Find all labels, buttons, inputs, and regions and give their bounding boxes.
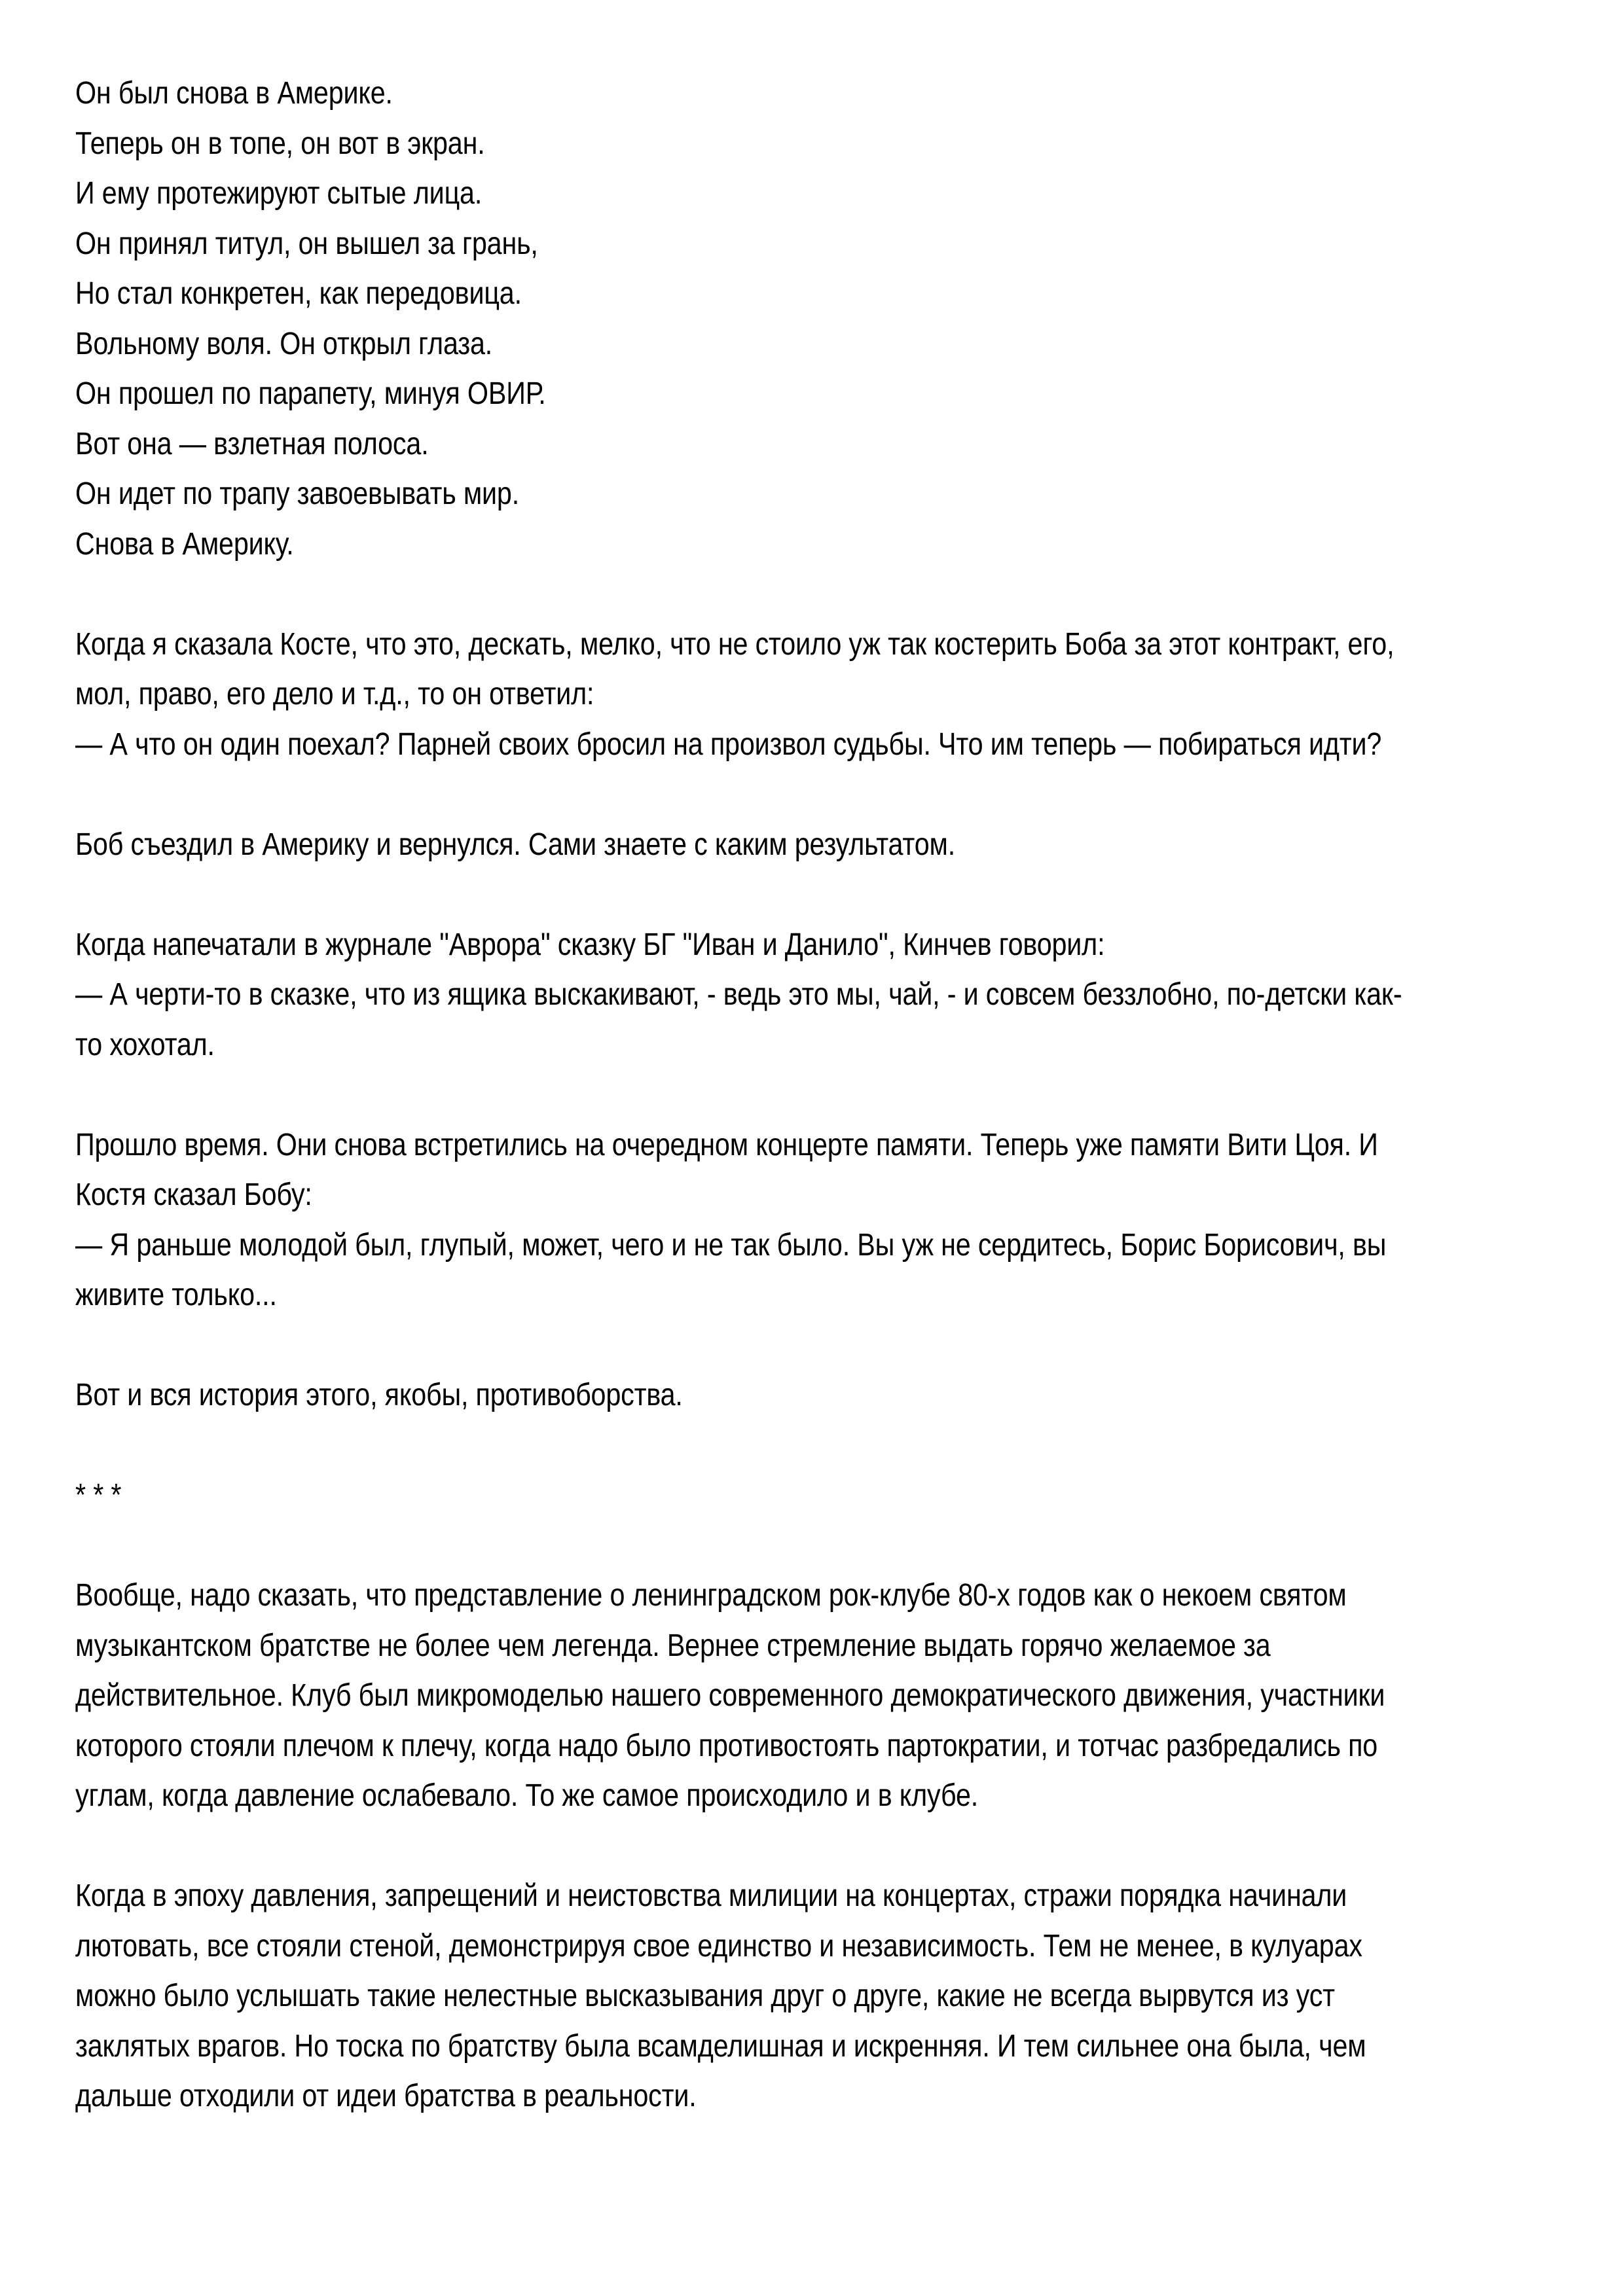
poem-line: Он принял титул, он вышел за грань, [75, 226, 538, 261]
dialogue-line: — Я раньше молодой был, глупый, может, чего и не так было. Вы уж не сердитесь, Борис Борисович, вы [75, 1227, 1387, 1263]
poem-line: Он прошел по парапету, минуя ОВИР. [75, 376, 546, 411]
paragraph-gap [75, 1421, 1596, 1471]
paragraph-line: дальше отходили от идеи братства в реальности. [75, 2079, 697, 2113]
poem-line: Теперь он в топе, он вот в экран. [75, 126, 485, 161]
paragraph-gap [75, 1821, 1596, 1872]
poem-line: Но стал конкретен, как передовица. [75, 276, 522, 311]
paragraph-line: живите только... [75, 1278, 277, 1312]
paragraph-line: лютовать, все стояли стеной, демонстрируя свое единство и независимость. Тем не менее, в кулуарах [75, 1928, 1362, 1964]
paragraph-gap [75, 1070, 1596, 1121]
paragraph-line: углам, когда давление ослабевало. То же самое происходило и в клубе. [75, 1778, 979, 1813]
paragraph-line: Боб съездил в Америку и вернулся. Сами знаете с каким результатом. [75, 827, 956, 862]
paragraph-line: мол, право, его дело и т.д., то он ответил: [75, 677, 594, 711]
paragraph-gap [75, 1321, 1596, 1371]
paragraph-gap [75, 569, 1596, 620]
paragraph-line: то хохотал. [75, 1027, 215, 1062]
dialogue-line: — А черти-то в сказке, что из ящика выскакивают, - ведь это мы, чай, - и совсем беззлобно, по-детски как- [75, 977, 1402, 1012]
paragraph-line: можно было услышать такие нелестные высказывания друг о друге, какие не всегда вырвутся из уст [75, 1979, 1335, 2013]
paragraph-line: Когда я сказала Косте, что это, дескать, мелко, что не стоило уж так костерить Боба за этот контракт, его, [75, 626, 1395, 662]
poem-line: Вольному воля. Он открыл глаза. [75, 326, 493, 361]
paragraph-line: Вообще, надо сказать, что представление о ленинградском рок-клубе 80-х годов как о некоем святом [75, 1578, 1347, 1613]
paragraph-gap [75, 770, 1596, 820]
paragraph-line: музыкантском братстве не более чем легенда. Вернее стремление выдать горячо желаемое за [75, 1628, 1271, 1663]
paragraph-line: Прошло время. Они снова встретились на очередном концерте памяти. Теперь уже памяти Вити Цоя. И [75, 1127, 1378, 1162]
paragraph-line: которого стояли плечом к плечу, когда надо было противостоять партократии, и тотчас разбредались по [75, 1728, 1378, 1763]
paragraph-gap [75, 1521, 1596, 1571]
paragraph-line: заклятых врагов. Но тоска по братству была всамделишная и искренняя. И тем сильнее она была, чем [75, 2028, 1366, 2064]
poem-line: И ему протежируют сытые лица. [75, 176, 483, 211]
paragraph-line: Вот и вся история этого, якобы, противоборства. [75, 1378, 683, 1412]
poem-line: Снова в Америку. [75, 526, 294, 562]
paragraph-line: Костя сказал Бобу: [75, 1177, 312, 1212]
poem-line: Вот она — взлетная полоса. [75, 426, 429, 461]
dialogue-line: — А что он один поехал? Парней своих бросил на произвол судьбы. Что им теперь — побираться идти? [75, 726, 1382, 762]
paragraph-line: действительное. Клуб был микромоделью нашего современного демократического движения, участники [75, 1678, 1385, 1713]
paragraph-gap [75, 870, 1596, 920]
section-separator: * * * [75, 1478, 122, 1513]
paragraph-line: Когда напечатали в журнале "Аврора" сказку БГ "Иван и Данило", Кинчев говорил: [75, 927, 1105, 962]
document-page [75, 69, 1402, 2122]
poem-line: Он идет по трапу завоевывать мир. [75, 476, 520, 511]
paragraph-line: Когда в эпоху давления, запрещений и неистовства милиции на концертах, стражи порядка начинали [75, 1878, 1347, 1913]
poem-line: Он был снова в Америке. [75, 76, 393, 111]
